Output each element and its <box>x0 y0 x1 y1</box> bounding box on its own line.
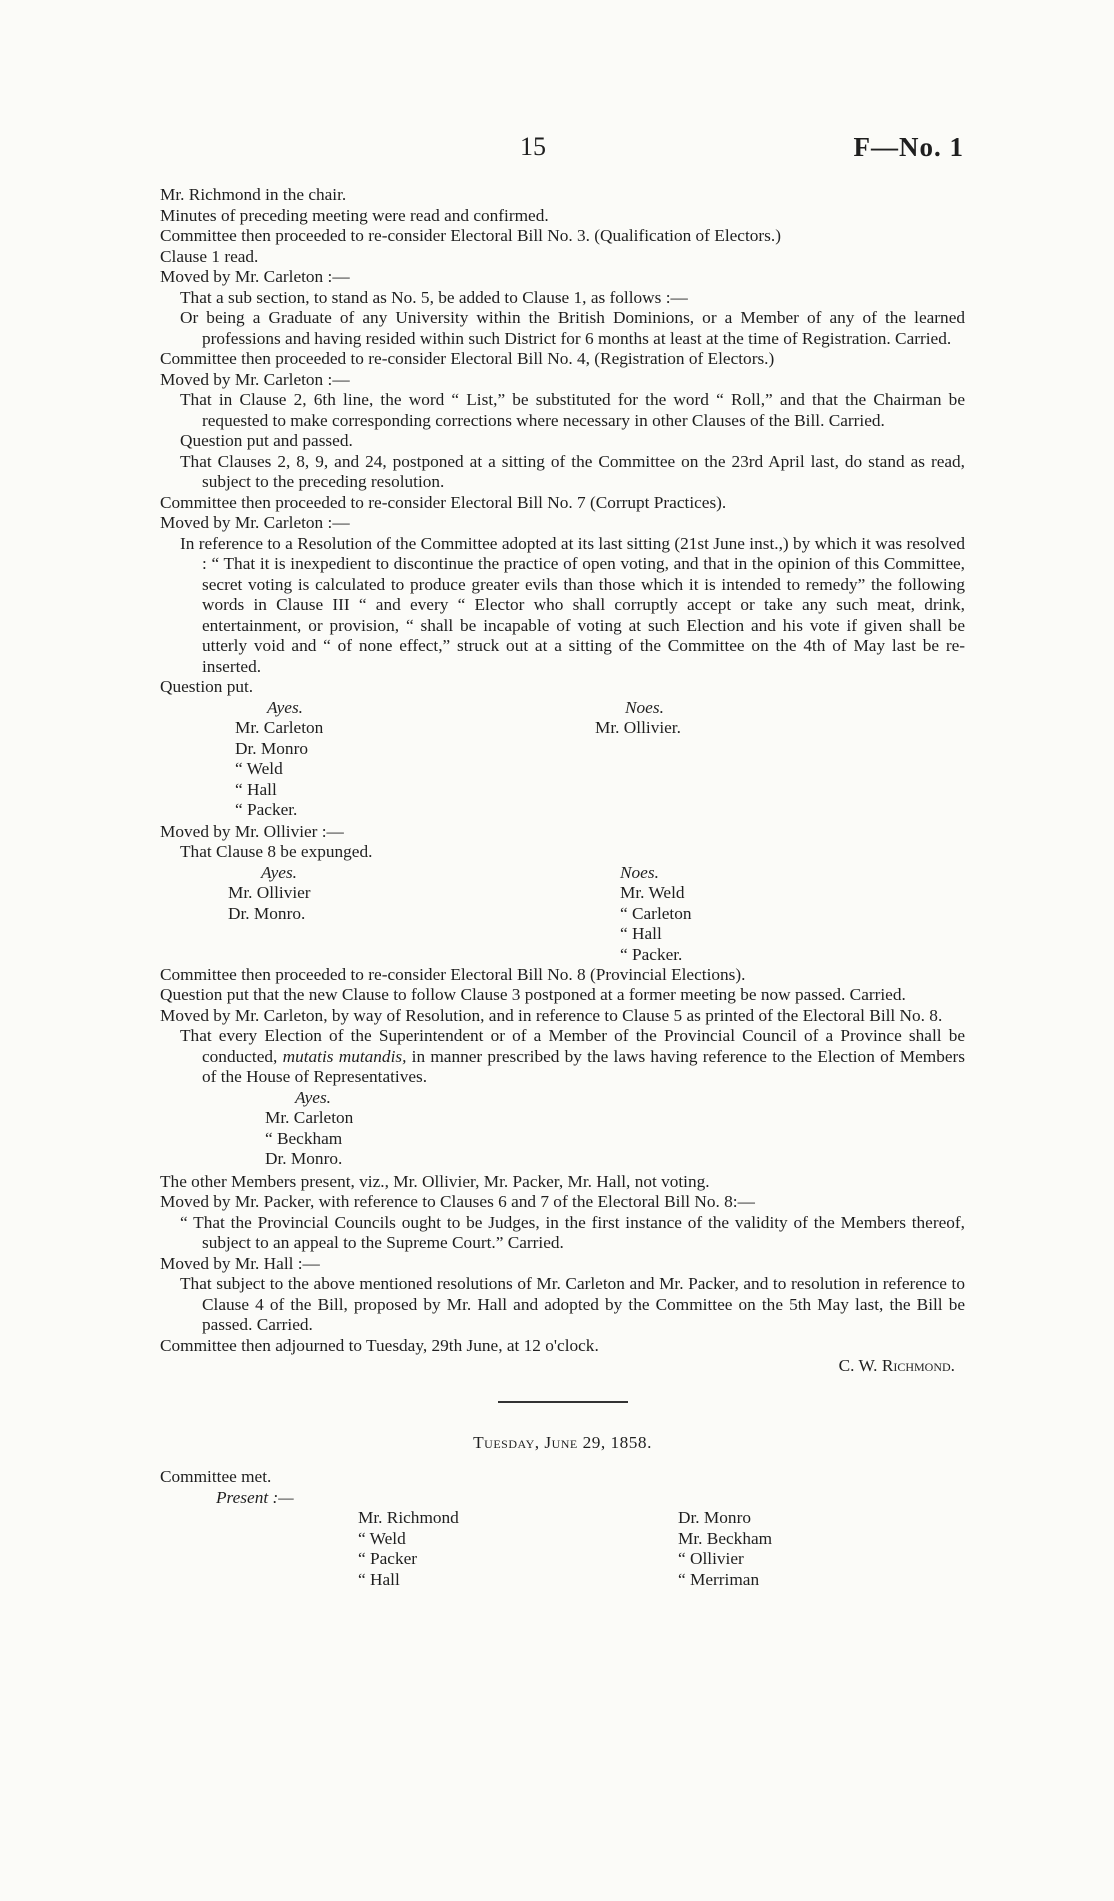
chair-line: Mr. Richmond in the chair. <box>160 185 347 204</box>
present-member: “ Merriman <box>678 1569 760 1589</box>
motion-carleton-2: Moved by Mr. Carleton :— <box>160 369 350 389</box>
division-2 <box>160 863 965 965</box>
no-member: “ Packer. <box>620 944 683 964</box>
clause8-expunged: That Clause 8 be expunged. <box>180 842 373 861</box>
no-member: Mr. Ollivier. <box>595 718 681 737</box>
page-header <box>0 132 1114 168</box>
bill8-heading: Committee then proceeded to re-consider Electoral Bill No. 8 (Provincial Elections). <box>160 964 746 984</box>
aye-member: Mr. Ollivier <box>228 883 311 902</box>
resolution-text-b: in manner prescribed by the laws having reference to the Election of Members of the House of Representatives. <box>202 1046 965 1086</box>
no-member: Mr. Weld <box>620 883 685 902</box>
bill4-heading: Committee then proceeded to re-consider Electoral Bill No. 4, (Registration of Electors.) <box>160 349 775 368</box>
present-member: “ Hall <box>358 1569 400 1589</box>
present-label: Present :— <box>216 1487 294 1507</box>
no-member: “ Hall <box>620 924 662 943</box>
aye-member: “ Packer. <box>235 800 298 819</box>
motion-carleton-4: Moved by Mr. Carleton, by way of Resolution, and in reference to Clause 5 as printed of the Electoral Bill No. 8. <box>160 1005 943 1025</box>
bill7-heading: Committee then proceeded to re-consider Electoral Bill No. 7 (Corrupt Practices). <box>160 492 727 512</box>
motion-ollivier: Moved by Mr. Ollivier :— <box>160 821 344 841</box>
document-reference: F—No. 1 <box>853 132 964 162</box>
no-member: “ Carleton <box>620 903 692 923</box>
list-roll-motion: That in Clause 2, 6th line, the word “ List,” be substituted for the word “ Roll,” and that the Chairman be requested to make corresponding corrections where necessary in other Clauses of the Bill. Carried. <box>180 390 965 430</box>
division-2-noes <box>620 863 692 966</box>
division-3-ayes <box>265 1088 353 1170</box>
division-3 <box>160 1088 965 1172</box>
present-members-left <box>358 1508 459 1590</box>
section-divider <box>498 1401 628 1403</box>
motion-carleton-3: Moved by Mr. Carleton :— <box>160 513 350 532</box>
present-member: Mr. Beckham <box>678 1528 773 1548</box>
page-number: 15 <box>520 132 546 161</box>
resolution-text-a: That every Election of the Superintendent or of a Member of the Provincial Council of a Province shall be conducted, <box>180 1026 965 1066</box>
clauses-postponed: That Clauses 2, 8, 9, and 24, postponed at a sitting of the Committee on the 23rd April last, do stand as read, subject to the preceding resolution. <box>180 451 965 491</box>
minutes-body <box>160 185 965 1592</box>
aye-member: Dr. Monro <box>235 738 308 758</box>
noes-label: Noes. <box>620 862 659 882</box>
division-1-noes <box>595 698 681 739</box>
bill-passed-resolution: That subject to the above mentioned resolutions of Mr. Carleton and Mr. Packer, and to resolution in reference to Clause 4 of the Bill, proposed by Mr. Hall and adopted by the Committee on the 5th May last, the Bill be passed. Carried. <box>180 1274 965 1334</box>
open-voting-resolution: In reference to a Resolution of the Committee adopted at its last sitting (21st June inst.,) by which it was resolved : “ That it is inexpedient to discontinue the practice of open voting, and that in the opinion of this Committee, secret voting is calculated to produce greater evils than those which it is intended to remedy” the following words in Clause III “ and every “ Elector who shall corruptly accept or take any such meat, drink, entertainment, or provision, “ shall be incapable of voting at such Election and his vote if given shall be utterly void and “ of none effect,” struck out at a sitting of the Committee on the 4th of May last be re-inserted. <box>180 533 965 676</box>
members-not-voting: The other Members present, viz., Mr. Ollivier, Mr. Packer, Mr. Hall, not voting. <box>160 1171 710 1191</box>
aye-member: “ Beckham <box>265 1128 343 1148</box>
superintendent-resolution <box>160 1026 965 1088</box>
aye-member: “ Hall <box>235 779 277 799</box>
provincial-councils-resolution: “ That the Provincial Councils ought to be Judges, in the first instance of the validity of the Members thereof, subject to an appeal to the Supreme Court.” Carried. <box>180 1212 965 1252</box>
resolution-latin-phrase: mutatis mutandis, <box>282 1046 407 1066</box>
present-member: “ Ollivier <box>678 1549 744 1568</box>
present-member: “ Weld <box>358 1528 406 1548</box>
present-member: “ Packer <box>358 1549 418 1568</box>
present-member: Dr. Monro <box>678 1508 751 1527</box>
division-1 <box>160 698 965 822</box>
motion-hall: Moved by Mr. Hall :— <box>160 1253 320 1273</box>
aye-member: Mr. Carleton <box>235 718 324 737</box>
question-put: Question put. <box>160 677 254 696</box>
chairman-signature: C. W. Richmond. <box>838 1356 955 1375</box>
minutes-confirmed: Minutes of preceding meeting were read and confirmed. <box>160 205 549 225</box>
motion-carleton-1: Moved by Mr. Carleton :— <box>160 267 350 286</box>
present-members-right <box>678 1508 772 1590</box>
new-clause-question: Question put that the new Clause to follow Clause 3 postponed at a former meeting be now passed. Carried. <box>160 985 906 1004</box>
aye-member: Dr. Monro. <box>265 1149 343 1168</box>
ayes-label: Ayes. <box>261 862 297 882</box>
meeting-date: Tuesday, June 29, 1858. <box>473 1432 652 1452</box>
subsection-motion: That a sub section, to stand as No. 5, be added to Clause 1, as follows :— <box>180 287 688 307</box>
present-member: Mr. Richmond <box>358 1508 459 1527</box>
noes-label: Noes. <box>625 697 664 717</box>
present-members <box>160 1508 965 1592</box>
committee-met: Committee met. <box>160 1467 272 1486</box>
division-1-ayes <box>235 698 323 821</box>
aye-member: Mr. Carleton <box>265 1108 354 1127</box>
question-passed: Question put and passed. <box>180 431 353 450</box>
motion-packer: Moved by Mr. Packer, with reference to Clauses 6 and 7 of the Electoral Bill No. 8:— <box>160 1192 755 1211</box>
subsection-text: Or being a Graduate of any University within the British Dominions, or a Member of any of the learned professions and having resided within such District for 6 months at least at the time of Registration. Carried. <box>180 308 965 348</box>
ayes-label: Ayes. <box>295 1087 331 1107</box>
division-2-ayes <box>228 863 311 925</box>
ayes-label: Ayes. <box>267 697 303 717</box>
clause1-read: Clause 1 read. <box>160 246 259 266</box>
aye-member: Dr. Monro. <box>228 903 306 923</box>
bill3-heading: Committee then proceeded to re-consider Electoral Bill No. 3. (Qualification of Electors.) <box>160 226 781 245</box>
aye-member: “ Weld <box>235 759 283 778</box>
adjournment: Committee then adjourned to Tuesday, 29th June, at 12 o'clock. <box>160 1335 599 1355</box>
